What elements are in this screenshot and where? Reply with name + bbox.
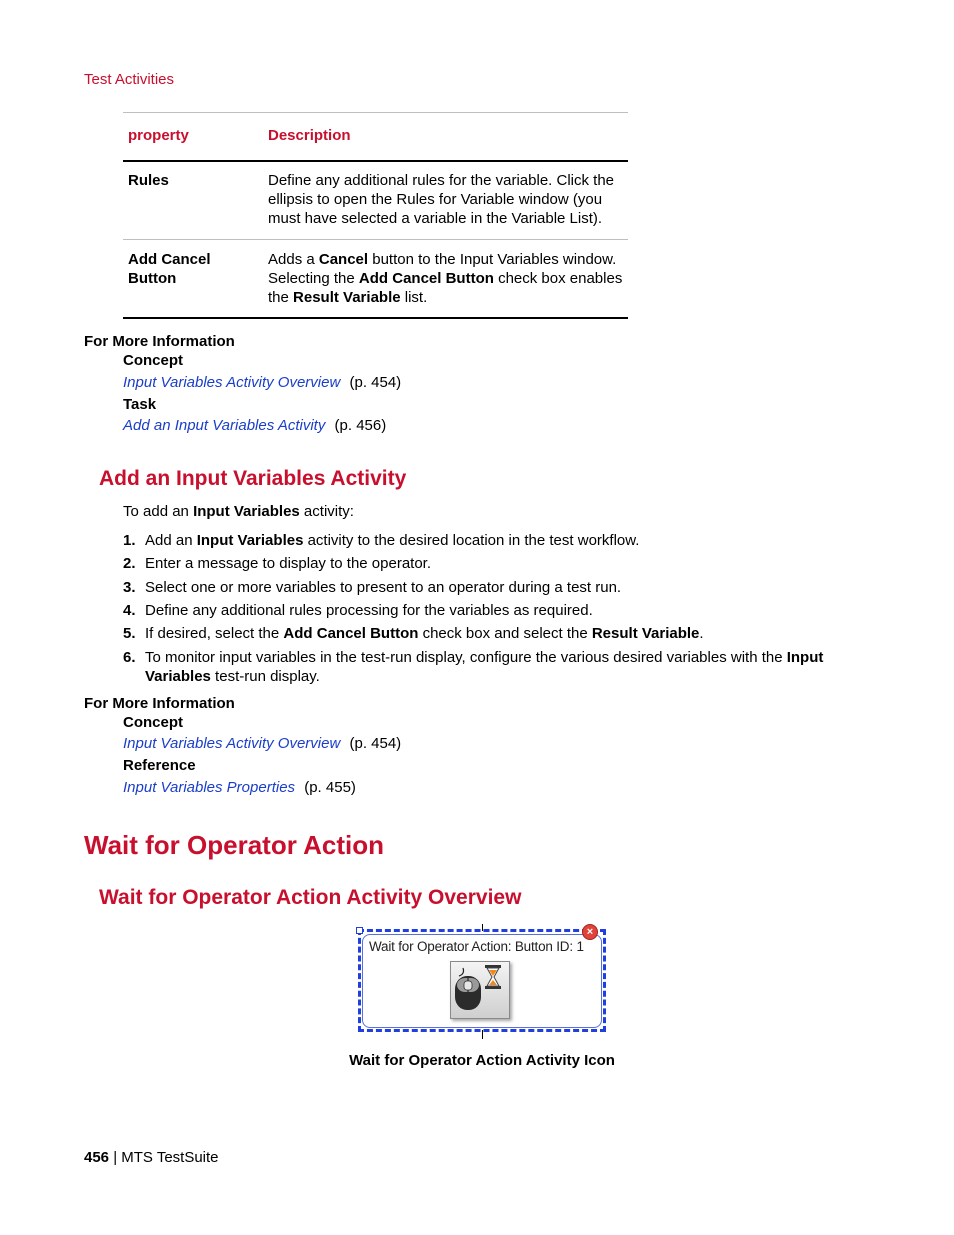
step-text: To monitor input variables in the test-run display, configure the various desired variables with the Input Variables test-run display.: [145, 649, 824, 685]
concept-reference: [123, 735, 401, 752]
description-line: Adds a Cancel button to the Input Variables window.: [268, 251, 617, 268]
close-icon[interactable]: ×: [582, 924, 598, 940]
page-ref: (p. 455): [304, 779, 356, 796]
reference-reference: [123, 779, 356, 796]
property-line: Add Cancel: [128, 251, 211, 268]
page-footer: [84, 1149, 219, 1166]
footer-separator: |: [109, 1149, 122, 1166]
row-description: [268, 171, 628, 228]
description-line: must have selected a variable in the Variable List).: [268, 210, 603, 227]
step-number: 1.: [123, 532, 136, 549]
figure-caption: Wait for Operator Action Activity Icon: [349, 1052, 615, 1069]
step-text: Add an Input Variables activity to the desired location in the test workflow.: [145, 532, 640, 549]
step-text: If desired, select the Add Cancel Button check box and select the Result Variable.: [145, 625, 704, 642]
concept-reference: [123, 374, 401, 391]
page-ref: (p. 454): [349, 374, 402, 391]
task-label: Task: [123, 396, 157, 413]
concept-link[interactable]: Input Variables Activity Overview: [123, 374, 341, 391]
column-header-property: property: [128, 127, 189, 144]
section-heading: Add an Input Variables Activity: [99, 467, 407, 490]
intro-text: To add an Input Variables activity:: [123, 503, 354, 520]
page-number: 456: [84, 1149, 110, 1166]
chapter-heading: Wait for Operator Action: [84, 830, 384, 860]
property-line: Button: [128, 270, 177, 287]
running-header: Test Activities: [84, 71, 175, 88]
row-property: [128, 250, 211, 288]
concept-label: Concept: [123, 352, 183, 369]
description-line: Define any additional rules for the variable. Click the: [268, 172, 615, 189]
description-line: ellipsis to open the Rules for Variable window (you: [268, 191, 603, 208]
reference-label: Reference: [123, 757, 196, 774]
section-heading: Wait for Operator Action Activity Overview: [99, 886, 522, 909]
concept-link[interactable]: Input Variables Activity Overview: [123, 735, 341, 752]
hourglass-icon: [484, 964, 502, 990]
step-number: 2.: [123, 555, 136, 572]
task-reference: [123, 417, 386, 434]
product-name: MTS TestSuite: [121, 1149, 219, 1166]
step-text: Define any additional rules processing for the variables as required.: [145, 602, 593, 619]
more-info-heading: For More Information: [84, 695, 235, 712]
step-text: Enter a message to display to the operator.: [145, 555, 432, 572]
description-line: Selecting the Add Cancel Button check box enables: [268, 270, 623, 287]
table-header-rule: [123, 160, 628, 162]
page-ref: (p. 456): [334, 417, 387, 434]
step-number: 5.: [123, 625, 136, 642]
table-bottom-rule: [123, 317, 628, 319]
step-number: 4.: [123, 602, 136, 619]
row-description: [268, 250, 628, 307]
task-link[interactable]: Add an Input Variables Activity: [123, 417, 326, 434]
table-top-rule: [123, 112, 628, 113]
page-ref: (p. 454): [349, 735, 402, 752]
reference-link[interactable]: Input Variables Properties: [123, 779, 296, 796]
row-property: Rules: [128, 172, 169, 189]
step-number: 6.: [123, 649, 136, 666]
more-info-heading: For More Information: [84, 333, 235, 350]
concept-label: Concept: [123, 714, 183, 731]
resize-handle[interactable]: [356, 927, 363, 934]
step-number: 3.: [123, 579, 136, 596]
step-text: Select one or more variables to present to an operator during a test run.: [145, 579, 622, 596]
table-row-rule: [123, 239, 628, 240]
description-line: the Result Variable list.: [268, 289, 428, 306]
activity-label: Wait for Operator Action: Button ID: 1: [369, 939, 584, 954]
column-header-description: Description: [268, 127, 351, 144]
